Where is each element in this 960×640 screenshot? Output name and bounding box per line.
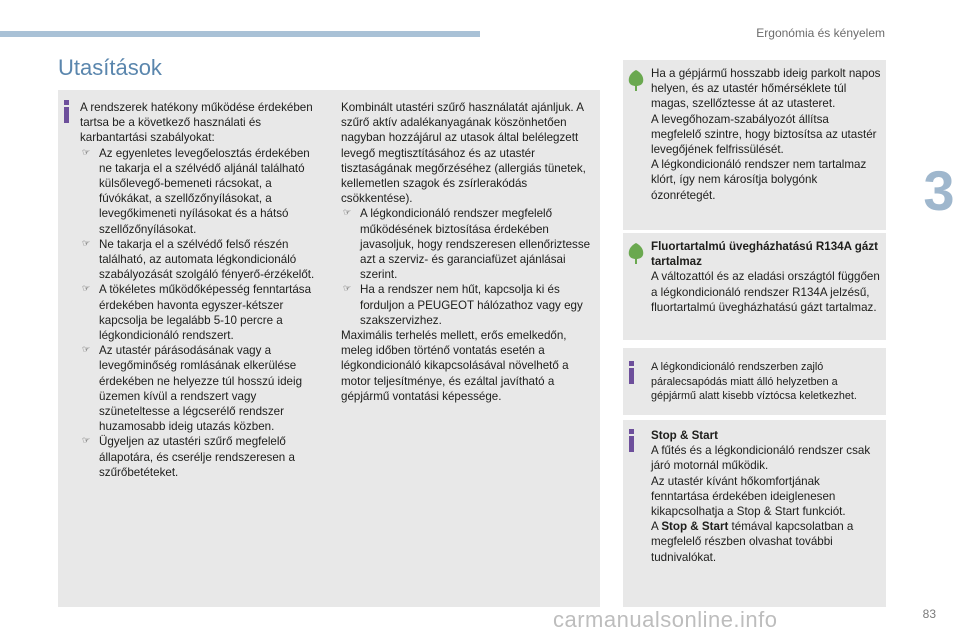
stop-start-note-panel xyxy=(623,420,886,607)
header-accent-bar xyxy=(0,31,480,37)
bullet-item xyxy=(80,237,325,283)
leaf-icon xyxy=(626,241,646,265)
bullet-item xyxy=(80,434,325,480)
eco-note-panel xyxy=(623,60,886,230)
stop-start-body xyxy=(651,443,881,565)
bullet-item xyxy=(80,343,325,434)
page-title: Utasítások xyxy=(58,55,162,80)
bullet-icon: ☞ xyxy=(343,284,352,295)
bullet-item xyxy=(341,282,591,328)
left-intro: A rendszerek hatékony működése érdekében tartsa be a következő használati és karbantartási szabályokat: xyxy=(80,101,313,145)
bullet-text: Az utastér párásodásának vagy a levegőminőség romlásának elkerülése érdekében ne helyezze túl hosszú ideig üzemen kívül a rendszert vagy szüneteltesse a légcserélő rendszer huzamosabb ideig utazás közben. xyxy=(99,344,303,434)
stop-start-body-bold: Stop & Start xyxy=(661,520,729,534)
bullet-text: Ügyeljen az utastéri szűrő megfelelő állapotára, és cserélje rendszeresen a szűrőbetéteket. xyxy=(99,435,295,479)
right-bullet-list xyxy=(341,206,591,328)
bullet-icon: ☞ xyxy=(343,208,352,219)
right-outro: Maximális terhelés mellett, erős emelkedőn, meleg időben történő vontatás esetén a légkondicionáló kikapcsolásával növelhető a motor teljesítménye, és ezáltal javítható a gépjármű vontatási képessége. xyxy=(341,329,569,403)
stop-start-body-part1: A fűtés és a légkondicionáló rendszer csak járó motornál működik. Az utastér kívánt hőkomfortjának fenntartása érdekében ideiglenesen kikapcsolhatja a Stop & Start funkciót. A xyxy=(651,444,871,534)
eco-note-text: Ha a gépjármű hosszabb ideig parkolt napos helyen, és az utastér hőmérséklete túl magas, szellőztesse át az utasteret. A levegőhozam-szabályozót állítsa megfelelő szintre, hogy biztosítsa az utastér levegőjének felfrissülését. A légkondicionáló rendszer nem tartalmaz klórt, így nem károsítja bolygónk ózonrétegét. xyxy=(651,67,881,202)
stop-start-title: Stop & Start xyxy=(651,429,718,442)
gas-note-panel xyxy=(623,233,886,340)
bullet-item xyxy=(80,282,325,343)
bullet-icon: ☞ xyxy=(82,147,91,158)
info-icon xyxy=(629,361,634,387)
gas-note-body: A változattól és az eladási országtól függően a légkondicionáló rendszer R134A jelzésű, fluortartalmú üvegházhatású gázt tartalmaz. xyxy=(651,270,880,314)
left-column xyxy=(80,100,325,480)
right-column xyxy=(341,100,591,404)
bullet-item xyxy=(341,206,591,282)
bullet-icon: ☞ xyxy=(82,436,91,447)
watermark: carmanualsonline.info xyxy=(553,607,778,632)
leaf-icon xyxy=(626,68,646,92)
stop-start-note-text xyxy=(651,428,881,565)
chapter-number: 3 xyxy=(923,159,955,222)
bullet-text: Az egyenletes levegőelosztás érdekében ne takarja el a szélvédő aljánál található külsőlevegő-bemeneti rácsokat, a fúvókákat, a szellőzőnyílásokat, a levegőkimeneti nyílásokat és a hátsó szellőzőnyílásokat. xyxy=(99,146,310,236)
bullet-item xyxy=(80,146,325,237)
chapter-tab xyxy=(918,150,960,234)
stop-start-body-part2: témával kapcsolatban a megfelelő részben olvashat további tudnivalókat. xyxy=(651,520,854,564)
info-icon xyxy=(629,429,634,455)
page-number: 83 xyxy=(922,607,936,621)
bullet-text: Ne takarja el a szélvédő felső részén található, az automata légkondicionáló szabályozását szolgáló fényerő-érzékelőt. xyxy=(99,237,315,282)
condensation-note-panel xyxy=(623,348,886,415)
left-bullet-list xyxy=(80,146,325,480)
bullet-icon: ☞ xyxy=(82,284,91,295)
condensation-note-text: A légkondicionáló rendszerben zajló páralecsapódás miatt álló helyzetben a gépjármű alatt kisebb víztócsa keletkezhet. xyxy=(651,361,857,402)
gas-note-title: Fluortartalmú üvegházhatású R134A gázt tartalmaz xyxy=(651,240,878,269)
bullet-text: Ha a rendszer nem hűt, kapcsolja ki és forduljon a PEUGEOT hálózathoz vagy egy szakszervizhez. xyxy=(360,283,583,327)
main-instructions-panel xyxy=(58,90,600,607)
section-title: Ergonómia és kényelem xyxy=(756,26,885,40)
bullet-icon: ☞ xyxy=(82,345,91,356)
bullet-icon: ☞ xyxy=(82,238,91,249)
bullet-text: A légkondicionáló rendszer megfelelő működésének biztosítása érdekében javasoljuk, hogy rendszeresen ellenőriztesse azt a szerviz- és garanciafüzet ajánlásai szerint. xyxy=(360,207,591,282)
gas-note-text xyxy=(651,239,881,315)
bullet-text: A tökéletes működőképesség fenntartása érdekében havonta egyszer-kétszer kapcsolja be legalább 5-10 percre a légkondicionáló rendszert. xyxy=(99,283,312,343)
right-intro: Kombinált utastéri szűrő használatát ajánljuk. A szűrő aktív adalékanyagának köszönhetően nagyban hozzájárul az utasok által belélegzett levegő megtisztításához és az utastér tisztaságának megőrzéséhez (allergiás tünetek, kellemetlen szagok és zsírlerakódás csökkentése). xyxy=(341,101,586,206)
info-icon xyxy=(64,100,69,126)
